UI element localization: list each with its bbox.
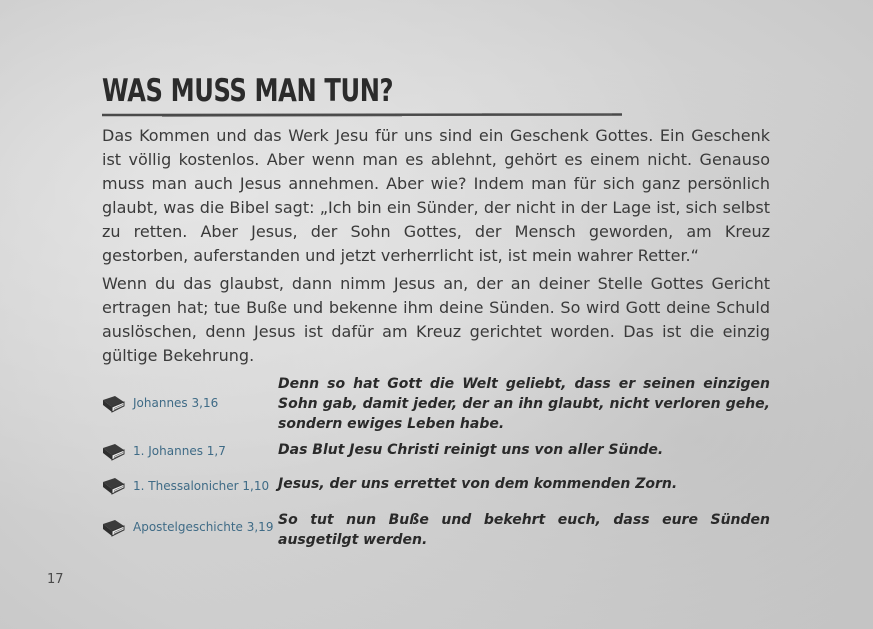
reference-label: Apostelgeschichte 3,19 [133,520,274,534]
bible-icon [100,518,126,538]
reference-quote: Denn so hat Gott die Welt geliebt, dass er seinen einzigen Sohn gab, damit jeder, der an ihn glaubt, nicht verloren gehe, sondern ewiges Leben habe. [278,376,770,432]
bible-icon [100,476,126,496]
body-text [102,124,770,372]
reference-quote: Das Blut Jesu Christi reinigt uns von aller Sünde. [278,442,664,458]
reference-label: 1. Thessalonicher 1,10 [133,479,270,493]
reference-label: Johannes 3,16 [133,396,219,410]
paragraph: Wenn du das glaubst, dann nimm Jesus an, der an deiner Stelle Gottes Gericht ertragen hat; tue Buße und bekenne ihm deine Sünden. So wird Gott deine Schuld auslöschen, denn Jesus ist dafür am Kreuz gerichtet worden. Das ist die einzig gültige Bekehrung. [102,274,770,365]
title-underline [102,112,622,118]
reference-quote: So tut nun Buße und bekehrt euch, dass eure Sünden ausgetilgt werden. [278,512,770,548]
page-title: WAS MUSS MAN TUN? [102,73,394,109]
bible-icon [100,442,126,462]
paragraph: Das Kommen und das Werk Jesu für uns sind ein Geschenk Gottes. Ein Geschenk ist völlig kostenlos. Aber wenn man es ablehnt, gehört es einem nicht. Genauso muss man auch Jesus annehmen. Aber wie? Indem man für sich ganz persönlich glaubt, was die Bibel sagt: „Ich bin ein Sünder, der nicht in der Lage ist, sich selbst zu retten. Aber Jesus, der Sohn Gottes, der Mensch geworden, am Kreuz gestorben, auferstanden und jetzt verherrlicht ist, ist mein wahrer Retter.“ [102,126,770,265]
bible-icon [100,394,126,414]
page-number: 17 [47,572,64,587]
reference-quote: Jesus, der uns errettet von dem kommenden Zorn. [278,476,678,492]
reference-label: 1. Johannes 1,7 [133,444,226,458]
